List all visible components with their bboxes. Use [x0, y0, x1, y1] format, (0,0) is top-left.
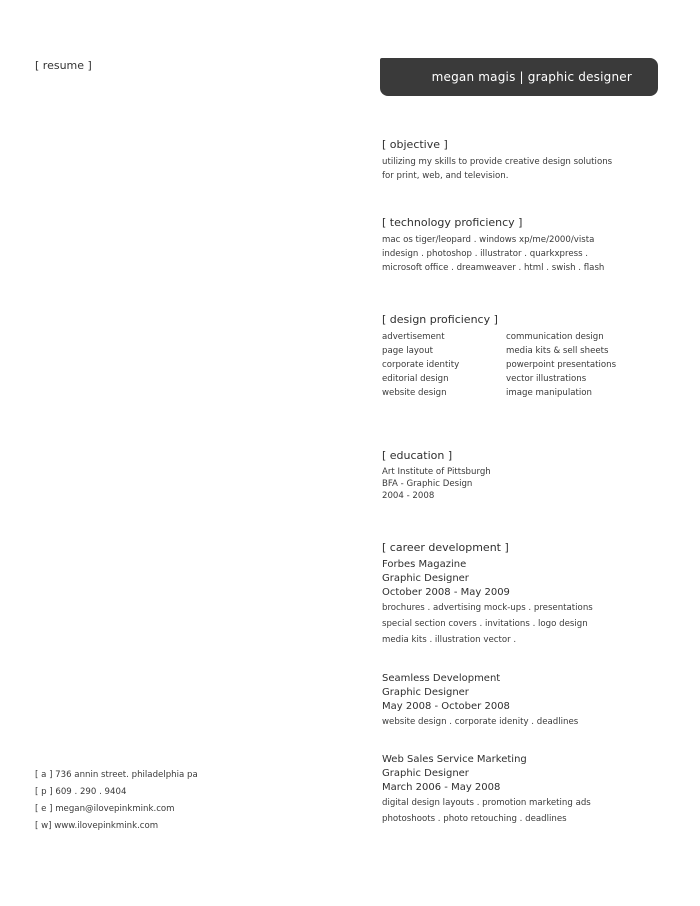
contact-email: [ e ] megan@ilovepinkmink.com: [35, 804, 175, 814]
technology-section: [382, 216, 672, 275]
career-section: [382, 541, 672, 648]
job-role: Graphic Designer: [382, 573, 469, 584]
objective-section: [382, 138, 672, 183]
education-title: [ education ]: [382, 449, 453, 462]
job-detail: special section covers . invitations . logo design: [382, 619, 588, 629]
job-dates: May 2008 - October 2008: [382, 701, 510, 712]
technology-line: microsoft office . dreamweaver . html . swish . flash: [382, 263, 605, 273]
objective-line: for print, web, and television.: [382, 171, 509, 181]
design-skill: website design: [382, 388, 447, 398]
design-section: [382, 313, 672, 400]
design-skill: image manipulation: [506, 388, 592, 398]
job-dates: March 2006 - May 2008: [382, 782, 501, 793]
education-line: 2004 - 2008: [382, 491, 435, 501]
design-skill: corporate identity: [382, 360, 460, 370]
contact-phone: [ p ] 609 . 290 . 9404: [35, 787, 127, 797]
education-line: BFA - Graphic Design: [382, 479, 473, 489]
job-detail: media kits . illustration vector .: [382, 635, 517, 645]
job-detail: photoshoots . photo retouching . deadlines: [382, 814, 567, 824]
job-company: Seamless Development: [382, 673, 501, 684]
job-dates: October 2008 - May 2009: [382, 587, 510, 598]
job-company: Web Sales Service Marketing: [382, 754, 527, 765]
design-skill: vector illustrations: [506, 374, 587, 384]
job-entry: [382, 672, 672, 730]
job-role: Graphic Designer: [382, 687, 469, 698]
job-detail: brochures . advertising mock-ups . presentations: [382, 603, 593, 613]
doc-label: [ resume ]: [35, 59, 92, 72]
job-company: Forbes Magazine: [382, 559, 467, 570]
design-skill: communication design: [506, 332, 604, 342]
objective-title: [ objective ]: [382, 138, 448, 151]
education-line: Art Institute of Pittsburgh: [382, 467, 491, 477]
job-entry: [382, 753, 672, 827]
technology-title: [ technology proficiency ]: [382, 216, 523, 229]
job-detail: website design . corporate idenity . deadlines: [382, 717, 579, 727]
technology-line: indesign . photoshop . illustrator . quarkxpress .: [382, 249, 589, 259]
education-section: [382, 449, 672, 502]
design-skill: advertisement: [382, 332, 445, 342]
design-skill: powerpoint presentations: [506, 360, 617, 370]
design-skill: editorial design: [382, 374, 449, 384]
design-grid: [382, 330, 672, 400]
job-detail: digital design layouts . promotion marketing ads: [382, 798, 591, 808]
header-bar: megan magis | graphic designer: [380, 58, 658, 96]
technology-line: mac os tiger/leopard . windows xp/me/2000/vista: [382, 235, 595, 245]
contact-address: [ a ] 736 annin street. philadelphia pa: [35, 770, 198, 780]
objective-line: utilizing my skills to provide creative design solutions: [382, 157, 613, 167]
design-skill: page layout: [382, 346, 434, 356]
contact-block: [35, 767, 198, 835]
job-entry: [382, 558, 672, 648]
contact-website: [ w] www.ilovepinkmink.com: [35, 821, 159, 831]
design-title: [ design proficiency ]: [382, 313, 498, 326]
career-title: [ career development ]: [382, 541, 509, 554]
job-role: Graphic Designer: [382, 768, 469, 779]
design-skill: media kits & sell sheets: [506, 346, 609, 356]
